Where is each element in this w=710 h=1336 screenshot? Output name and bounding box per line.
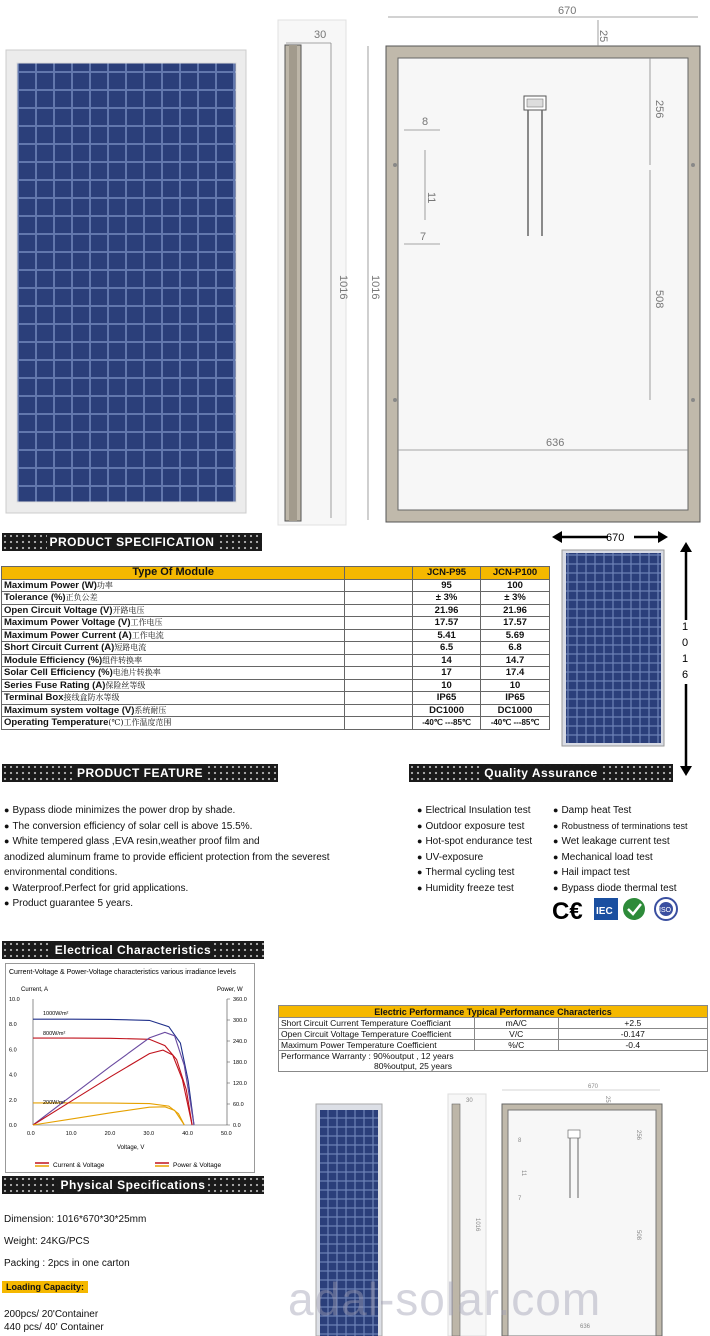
dim-side-length: 1016 [337,275,349,300]
loading-capacity-label: Loading Capacity: [2,1281,88,1293]
label-800: 800W/m² [43,1031,66,1037]
label-1000: 1000W/m² [43,1011,69,1017]
spec-value-p100: 14.7 [481,654,550,667]
physical-banner: Physical Specifications [2,1176,264,1194]
quality-assurance-banner: Quality Assurance [409,764,673,782]
product-spec-banner: PRODUCT SPECIFICATION [2,533,262,551]
mini-panel-drawing [550,528,710,780]
spec-row [2,579,550,592]
feature-item: ● Waterproof.Perfect for grid applications. [4,881,384,897]
ep-row [279,1040,708,1051]
spec-label: Series Fuse Rating (A)保险丝等级 [2,679,345,692]
ep-value: -0.4 [558,1040,707,1051]
spec-row [2,692,550,705]
dim-side-thickness: 30 [314,29,327,41]
y-tick-label: 10.0 [9,997,20,1003]
spec-header-blank [345,567,413,580]
label-200: 200W/m² [43,1100,66,1106]
ep-unit: %/C [474,1040,558,1051]
spec-value-p95: IP65 [413,692,481,705]
spec-value-p95: 17.57 [413,617,481,630]
svg-text:11: 11 [520,1170,526,1177]
physical-dimension: Dimension: 1016*670*30*25mm [4,1214,147,1225]
loading-20ft: 200pcs/ 20'Container [4,1309,99,1320]
spec-label: Short Circuit Current (A)短路电流 [2,642,345,655]
y2-tick-label: 240.0 [233,1039,247,1045]
y-right-label: Power, W [217,987,243,993]
spec-value-p100: 6.8 [481,642,550,655]
ep-row [279,1018,708,1029]
physical-weight: Weight: 24KG/PCS [4,1236,90,1247]
x-tick-label: 40.0 [182,1131,193,1137]
svg-text:IEC: IEC [596,906,613,917]
technical-drawing-top [0,0,710,530]
y2-tick-label: 300.0 [233,1018,247,1024]
spec-value-p100: 17.4 [481,667,550,680]
chart-title: Current-Voltage & Power-Voltage characteristics various irradiance levels [9,969,236,976]
svg-text:6: 6 [682,669,689,681]
dim-636: 636 [546,437,565,449]
ep-value: +2.5 [558,1018,707,1029]
dim-8: 8 [422,116,429,128]
spec-label: Maximum Power (W)功率 [2,579,345,592]
svg-text:7: 7 [518,1196,522,1202]
dim-7: 7 [420,231,427,243]
quality-list-right: ● Damp heat Test ● Robustness of terminations test ● Wet leakage current test ● Mechanical load test ● Hail impact test ● Bypass diode thermal test [553,803,710,896]
spec-value-p95: -40℃ ---85℃ [413,717,481,730]
y-tick-label: 4.0 [9,1072,17,1079]
svg-text:25: 25 [604,1096,610,1103]
back-view-drawing [368,5,700,522]
spec-value-p100: 10 [481,679,550,692]
legend-pv: Power & Voltage [173,1162,222,1169]
ep-title: Electric Performance Typical Performance Characterics [279,1006,708,1018]
spec-row [2,654,550,667]
spec-header-p100: JCN-P100 [481,567,550,580]
spec-value-p95: 10 [413,679,481,692]
iec-icon [594,898,618,920]
spec-label: Terminal Box接线盒防水等级 [2,692,345,705]
ep-warranty-1: Performance Warranty : 90%output , 12 years [279,1051,708,1062]
product-feature-list [4,803,384,912]
watermark: adal-solar.com [288,1273,602,1325]
spec-row [2,704,550,717]
feature-item: anodized aluminum frame to provide efficient protection from the severest [4,851,330,863]
iso-icon [655,898,677,920]
spec-value-p95: DC1000 [413,704,481,717]
dim-256: 256 [653,100,665,119]
ep-row [279,1029,708,1040]
spec-header-type: Type Of Module [2,567,345,580]
y2-tick-label: 180.0 [233,1060,247,1066]
feature-item: ● Bypass diode minimizes the power drop by shade. [4,803,384,819]
x-tick-label: 0.0 [27,1131,35,1137]
spec-value-p100: 100 [481,579,550,592]
spec-label: Tolerance (%)正负公差 [2,592,345,605]
ep-label: Short Circuit Current Temperature Coefficiant [279,1018,475,1029]
check-icon [623,898,645,920]
ep-label: Maximum Power Temperature Coefficient [279,1040,475,1051]
arrow-right-icon [658,531,668,543]
physical-packing: Packing : 2pcs in one carton [4,1258,130,1269]
svg-text:C€: C€ [552,898,583,924]
svg-text:8: 8 [518,1138,522,1144]
svg-text:ISO: ISO [659,907,672,914]
electrical-banner: Electrical Characteristics [2,941,264,959]
iv-chart [5,963,255,1173]
spec-label: Maximum system voltage (V)系统耐压 [2,704,345,717]
y-tick-label: 0.0 [9,1123,17,1129]
spec-value-p95: ± 3% [413,592,481,605]
spec-row [2,617,550,630]
y-tick-label: 8.0 [9,1022,17,1029]
product-feature-banner: PRODUCT FEATURE [2,764,278,782]
spec-row [2,592,550,605]
y-tick-label: 6.0 [9,1047,17,1054]
x-label: Voltage, V [117,1145,145,1151]
certification-icons [550,896,690,924]
spec-header-p95: JCN-P95 [413,567,481,580]
x-tick-label: 30.0 [143,1131,155,1137]
spec-value-p100: ± 3% [481,592,550,605]
spec-row [2,717,550,730]
y2-tick-label: 120.0 [233,1081,247,1087]
y2-tick-label: 60.0 [233,1102,244,1108]
spec-value-p100: DC1000 [481,704,550,717]
svg-text:1: 1 [682,621,689,633]
ep-unit: mA/C [474,1018,558,1029]
spec-value-p100: IP65 [481,692,550,705]
dim-width: 670 [558,5,577,17]
ep-value: -0.147 [558,1029,707,1040]
spec-label: Maximum Power Voltage (V)工作电压 [2,617,345,630]
ep-unit: V/C [474,1029,558,1040]
svg-text:636: 636 [580,1324,591,1330]
spec-value-p95: 6.5 [413,642,481,655]
x-tick-label: 50.0 [221,1131,232,1137]
y-left-label: Current, A [21,987,49,993]
ce-icon [552,898,583,924]
spec-label: Operating Temperature(℃)工作温度范围 [2,717,345,730]
legend-iv: Current & Voltage [53,1162,105,1169]
feature-item: ● The conversion efficiency of solar cell is above 15.5%. [4,819,384,835]
svg-text:508: 508 [635,1230,641,1241]
quality-list-left: ● Electrical Insulation test ● Outdoor exposure test ● Hot-spot endurance test ● UV-exposure ● Thermal cycling test ● Humidity freeze test [417,803,557,896]
dim-11: 11 [425,192,437,204]
feature-item: ● White tempered glass ,EVA resin,weather proof film and [4,834,384,850]
spec-value-p100: -40℃ ---85℃ [481,717,550,730]
spec-row [2,629,550,642]
arrow-up-icon [680,542,692,552]
x-tick-label: 10.0 [65,1131,77,1137]
spec-label: Module Efficiency (%)组件转换率 [2,654,345,667]
spec-value-p100: 21.96 [481,604,550,617]
product-spec-table [1,566,550,730]
spec-value-p95: 95 [413,579,481,592]
spec-value-p95: 14 [413,654,481,667]
electric-performance-table [278,1005,708,1072]
spec-row [2,679,550,692]
spec-label: Maximum Power Current (A)工作电流 [2,629,345,642]
spec-value-p100: 17.57 [481,617,550,630]
x-tick-label: 20.0 [104,1131,116,1137]
spec-value-p100: 5.69 [481,629,550,642]
front-panel-image [6,50,246,513]
svg-text:0: 0 [682,637,689,649]
spec-value-p95: 17 [413,667,481,680]
spec-value-p95: 5.41 [413,629,481,642]
svg-text:1016: 1016 [474,1218,480,1232]
y2-tick-label: 360.0 [233,997,247,1003]
svg-text:1: 1 [682,653,689,665]
ep-warranty-2: 80%output, 25 years [279,1061,708,1072]
ep-label: Open Circuit Voltage Temperature Coefficient [279,1029,475,1040]
arrow-down-icon [680,766,692,776]
dim-508: 508 [653,290,665,309]
feature-item: environmental conditions. [4,867,118,878]
spec-label: Solar Cell Efficiency (%)电池片转换率 [2,667,345,680]
feature-item: ● Product guarantee 5 years. [4,896,384,912]
loading-40ft: 440 pcs/ 40' Container [4,1322,104,1333]
svg-text:30: 30 [466,1098,473,1104]
spec-row [2,604,550,617]
spec-label: Open Circuit Voltage (V)开路电压 [2,604,345,617]
dim-1016: 1016 [369,275,381,300]
svg-text:670: 670 [588,1084,599,1090]
spec-row [2,642,550,655]
spec-row [2,667,550,680]
arrow-left-icon [552,531,562,543]
svg-text:256: 256 [635,1130,641,1141]
y2-tick-label: 0.0 [233,1123,241,1129]
y-tick-label: 2.0 [9,1097,17,1104]
dim-frame: 25 [597,30,609,43]
side-view-drawing [278,20,349,525]
mini-width-label: 670 [606,532,625,544]
spec-value-p95: 21.96 [413,604,481,617]
